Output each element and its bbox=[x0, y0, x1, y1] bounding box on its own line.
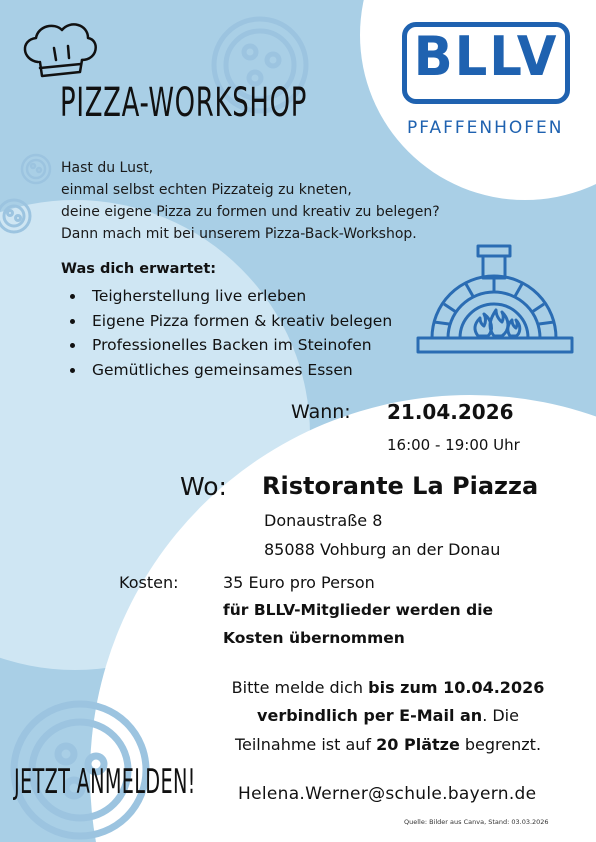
cost-price: 35 Euro pro Person bbox=[223, 573, 375, 592]
footnote: Quelle: Bilder aus Canva, Stand: 03.03.2026 bbox=[404, 818, 549, 826]
venue-name: Ristorante La Piazza bbox=[262, 472, 539, 500]
page-title: PIZZA-WORKSHOP bbox=[60, 80, 308, 126]
where-label: Wo: bbox=[180, 472, 227, 501]
intro-line: deine eigene Pizza zu formen und kreativ zu belegen? bbox=[61, 204, 440, 220]
pizza-icon bbox=[19, 152, 53, 186]
cta-text: JETZT ANMELDEN! bbox=[14, 762, 196, 802]
event-date: 21.04.2026 bbox=[387, 400, 514, 424]
cost-label: Kosten: bbox=[119, 573, 179, 592]
member-note: Kosten übernommen bbox=[223, 629, 405, 647]
venue-street: Donaustraße 8 bbox=[264, 511, 383, 530]
intro-line: Hast du Lust, bbox=[61, 160, 154, 176]
register-line: Bitte melde dich bis zum 10.04.2026 bbox=[231, 678, 545, 697]
list-item: Professionelles Backen im Steinofen bbox=[78, 333, 392, 358]
expect-list bbox=[78, 284, 392, 382]
list-item: Teigherstellung live erleben bbox=[78, 284, 392, 309]
logo-text: BLLV bbox=[413, 25, 559, 88]
intro-line: einmal selbst echten Pizzateig zu kneten, bbox=[61, 182, 352, 198]
member-note: für BLLV-Mitglieder werden die bbox=[223, 601, 494, 619]
contact-email[interactable]: Helena.Werner@schule.bayern.de bbox=[238, 784, 537, 804]
pizza-oven-icon bbox=[414, 242, 576, 358]
register-line: verbindlich per E-Mail an. Die bbox=[257, 706, 519, 725]
logo-subtext: PFAFFENHOFEN bbox=[407, 118, 564, 138]
when-label: Wann: bbox=[291, 401, 351, 423]
intro-line: Dann mach mit bei unserem Pizza-Back-Workshop. bbox=[61, 226, 417, 242]
list-item: Gemütliches gemeinsames Essen bbox=[78, 358, 392, 383]
register-line: Teilnahme ist auf 20 Plätze begrenzt. bbox=[234, 735, 542, 754]
list-item: Eigene Pizza formen & kreativ belegen bbox=[78, 309, 392, 334]
expect-heading: Was dich erwartet: bbox=[61, 261, 217, 277]
chef-hat-icon bbox=[18, 18, 100, 86]
bllv-logo bbox=[402, 22, 570, 104]
pizza-icon bbox=[0, 194, 40, 250]
event-time: 16:00 - 19:00 Uhr bbox=[387, 436, 520, 454]
venue-city: 85088 Vohburg an der Donau bbox=[264, 540, 501, 559]
